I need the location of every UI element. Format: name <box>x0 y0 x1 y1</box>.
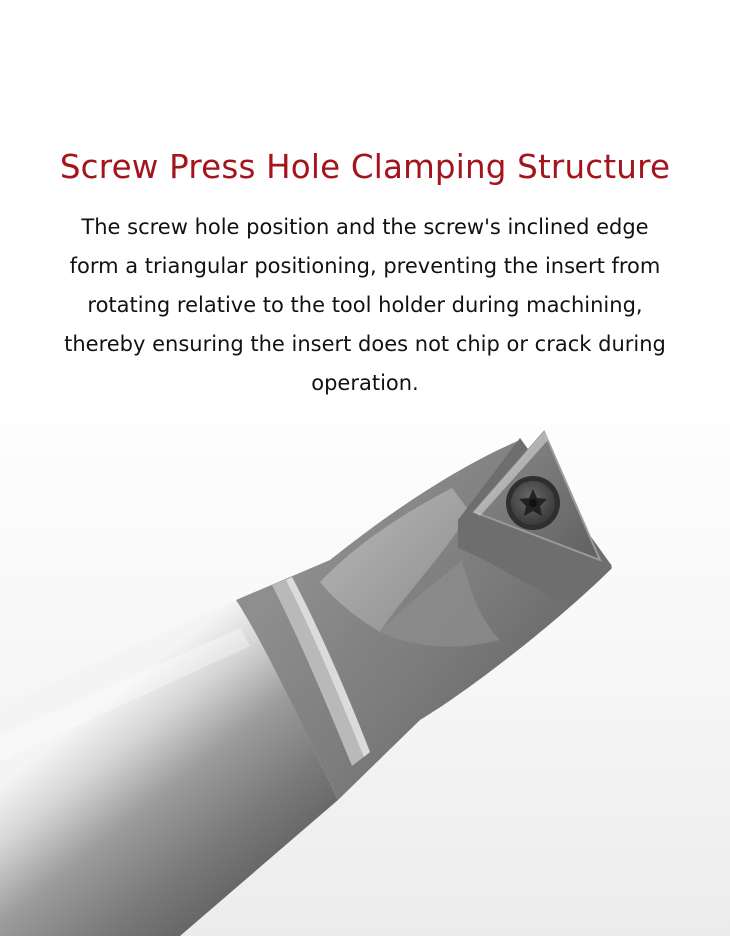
tool-holder-illustration <box>0 410 730 936</box>
description-line: rotating relative to the tool holder during machining, <box>87 293 643 317</box>
description-line: form a triangular positioning, preventing the insert from <box>69 254 661 278</box>
description-line: operation. <box>311 371 419 395</box>
description <box>30 208 700 403</box>
description-line: The screw hole position and the screw's inclined edge <box>81 215 649 239</box>
description-line: thereby ensuring the insert does not chip or crack during <box>64 332 666 356</box>
page-title: Screw Press Hole Clamping Structure <box>59 148 671 186</box>
torx-screw-icon <box>506 476 560 530</box>
